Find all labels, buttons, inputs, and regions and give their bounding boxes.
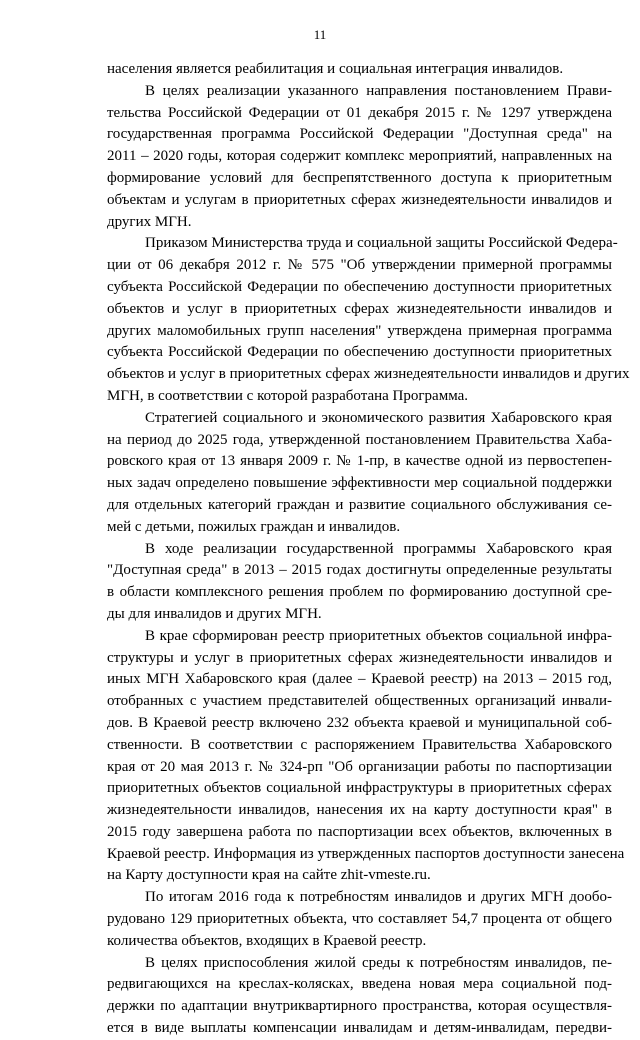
text-line: ции от 06 декабря 2012 г. № 575 "Об утверждении примерной программы: [107, 257, 612, 274]
text-line: Стратегией социального и экономического развития Хабаровского края: [145, 409, 612, 426]
text-line: в области комплексного решения проблем по формированию доступной сре-: [107, 584, 612, 601]
text-line: мей с детьми, пожилых граждан и инвалидов.: [107, 518, 401, 535]
text-line: МГН, в соответствии с которой разработана Программа.: [107, 387, 468, 404]
text-line: "Доступная среда" в 2013 – 2015 годах достигнуты определенные результаты: [107, 562, 612, 579]
text-line: края от 20 мая 2013 г. № 324-рп "Об организации работы по паспортизации: [107, 758, 612, 775]
text-line: Краевой реестр. Информация из утвержденных паспортов доступности занесена: [107, 845, 625, 862]
text-line: ственности. В соответствии с распоряжением Правительства Хабаровского: [107, 736, 612, 753]
text-line: рудовано 129 приоритетных объекта, что составляет 54,7 процента от общего: [107, 911, 612, 928]
text-line: субъекта Российской Федерации по обеспечению доступности приоритетных: [107, 344, 612, 361]
text-line: отобранных с участием представителей общественных организаций инвали-: [107, 693, 612, 710]
text-line: на период до 2025 года, утвержденной постановлением Правительства Хаба-: [107, 431, 612, 448]
text-line: количества объектов, входящих в Краевой реестр.: [107, 932, 427, 949]
text-line: приоритетных объектов социальной инфраструктуры в приоритетных сферах: [107, 780, 612, 797]
text-line: дов. В Краевой реестр включено 232 объекта краевой и муниципальной соб-: [107, 714, 612, 731]
page-number: 11: [313, 27, 327, 42]
text-line: Приказом Министерства труда и социальной защиты Российской Федера-: [145, 235, 618, 252]
text-line: ных задач определено повышение эффективности мер социальной поддержки: [107, 475, 612, 492]
text-line: субъекта Российской Федерации по обеспечению доступности приоритетных: [107, 278, 612, 295]
text-line: тельства Российской Федерации от 01 декабря 2015 г. № 1297 утверждена: [107, 104, 612, 121]
text-line: других МГН.: [107, 213, 192, 230]
text-line: В крае сформирован реестр приоритетных объектов социальной инфра-: [145, 627, 612, 644]
text-line: держки по адаптации внутриквартирного пространства, которая осуществля-: [107, 998, 612, 1015]
text-line: государственная программа Российской Федерации "Доступная среда" на: [107, 126, 612, 143]
text-line: ровского края от 13 января 2009 г. № 1-пр, в качестве одной из первостепен-: [107, 453, 612, 470]
text-line: По итогам 2016 года к потребностям инвалидов и других МГН дообо-: [145, 889, 612, 906]
text-line: В целях реализации указанного направления постановлением Прави-: [145, 82, 612, 99]
body-text: [107, 59, 630, 1040]
text-line: В ходе реализации государственной программы Хабаровского края: [145, 540, 612, 557]
text-line: жизнедеятельности инвалидов, нанесения их на карту доступности края" в: [107, 802, 612, 819]
text-line: для отдельных категорий граждан и развитие социального обслуживания се-: [107, 496, 612, 513]
text-line: других маломобильных групп населения" утверждена примерная программа: [107, 322, 612, 339]
text-line: редвигающихся на креслах-колясках, введена новая мера социальной под-: [107, 976, 612, 993]
text-line: ется в виде выплаты компенсации инвалидам и детям-инвалидам, передви-: [107, 1020, 612, 1037]
text-line: 2011 – 2020 годы, которая содержит комплекс мероприятий, направленных на: [107, 148, 612, 165]
text-line: 2015 году завершена работа по паспортизации всех объектов, включенных в: [107, 823, 612, 840]
text-line: иных МГН Хабаровского края (далее – Краевой реестр) на 2013 – 2015 год,: [107, 671, 612, 688]
text-line: населения является реабилитация и социальная интеграция инвалидов.: [107, 61, 564, 77]
text-line: В целях приспособления жилой среды к потребностям инвалидов, пе-: [145, 954, 612, 971]
text-line: ды для инвалидов и других МГН.: [107, 605, 322, 622]
text-line: на Карту доступности края на сайте zhit-vmeste.ru.: [107, 867, 431, 884]
text-line: формирование условий для беспрепятственного доступа к приоритетным: [107, 169, 612, 186]
text-line: структуры и услуг в приоритетных сферах жизнедеятельности инвалидов и: [107, 649, 612, 666]
text-line: объектов и услуг в приоритетных сферах жизнедеятельности инвалидов и: [107, 300, 612, 317]
text-line: объектам и услугам в приоритетных сферах жизнедеятельности инвалидов и: [107, 191, 612, 208]
text-line: объектов и услуг в приоритетных сферах жизнедеятельности инвалидов и других: [107, 366, 630, 383]
